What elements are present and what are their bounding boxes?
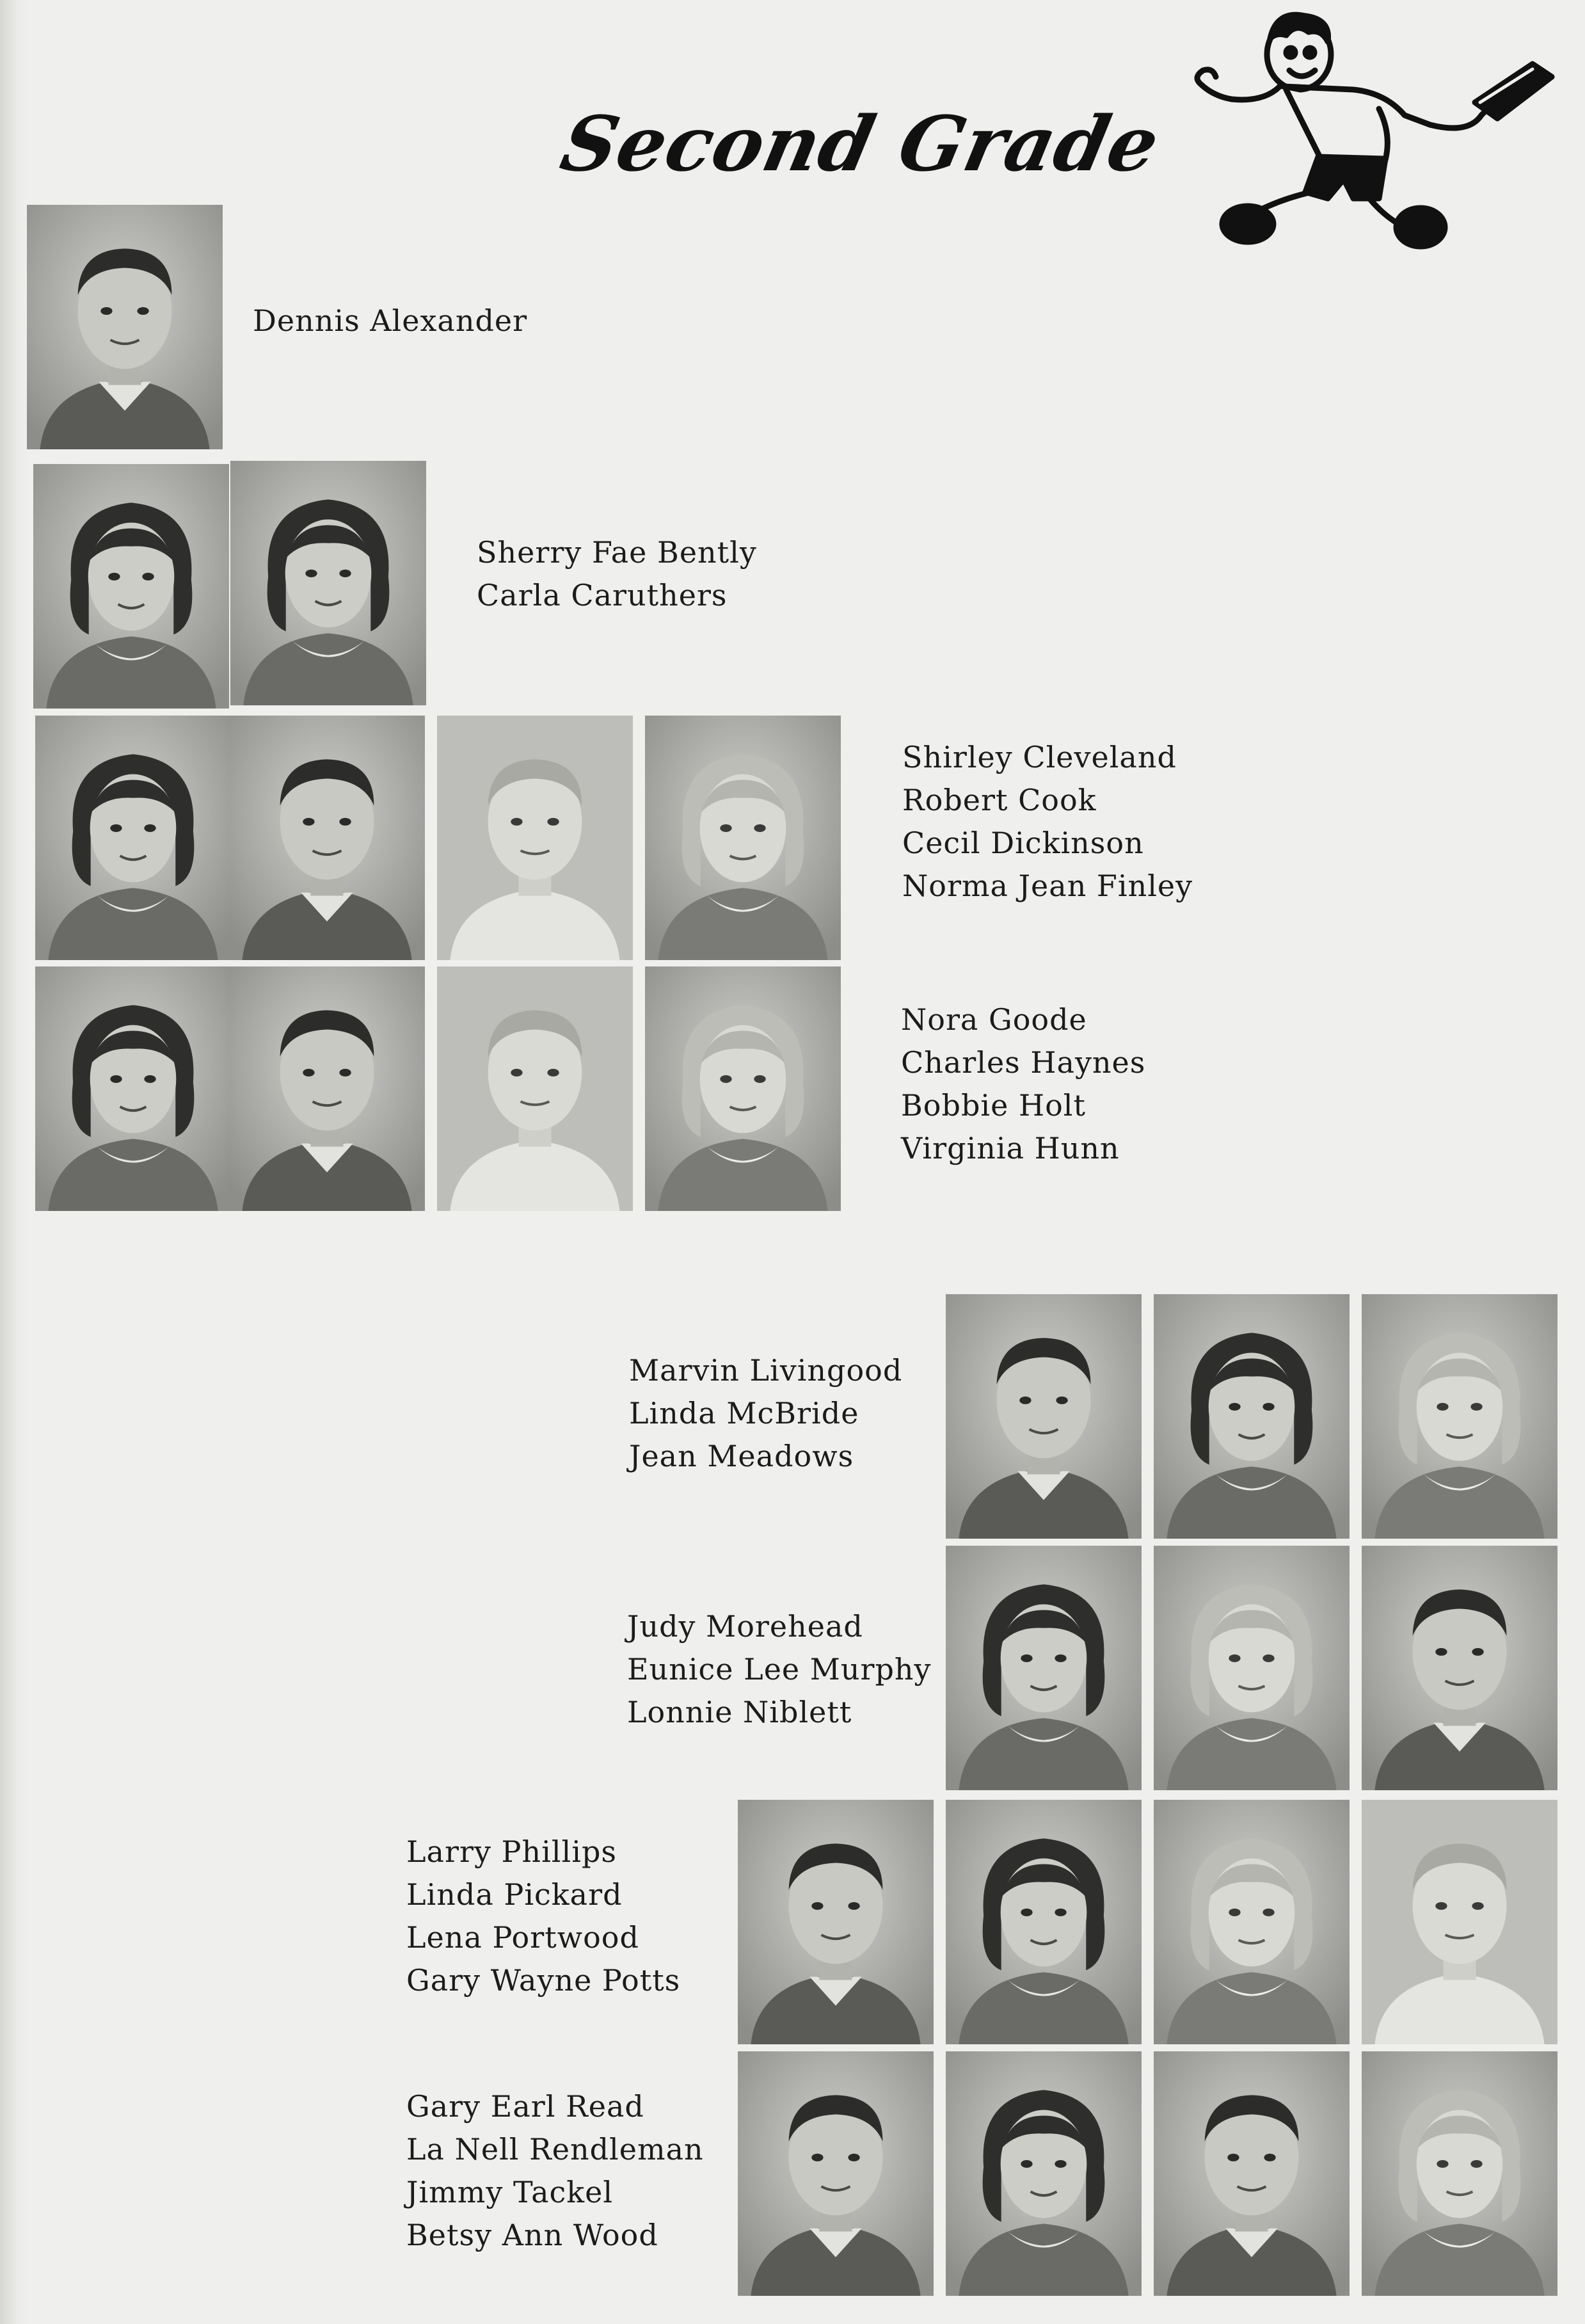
- student-name: Sherry Fae Bently: [477, 535, 757, 570]
- student-portrait: [946, 1294, 1142, 1539]
- student-portrait: [946, 1546, 1142, 1790]
- student-portrait: [1362, 1294, 1557, 1539]
- student-portrait: [645, 716, 841, 960]
- student-name: Linda Pickard: [406, 1877, 623, 1912]
- student-portrait: [35, 716, 231, 960]
- student-portrait: [1362, 2051, 1557, 2296]
- student-name: Dennis Alexander: [253, 303, 528, 338]
- student-name: Cecil Dickinson: [902, 826, 1144, 860]
- student-name: Shirley Cleveland: [902, 740, 1177, 774]
- student-portrait: [229, 716, 425, 960]
- student-portrait: [27, 205, 223, 449]
- student-name: Gary Earl Read: [406, 2089, 644, 2124]
- name-list-row-4: [901, 998, 1145, 1170]
- page-title: Second Grade: [554, 99, 1168, 188]
- student-name: Lena Portwood: [406, 1920, 639, 1955]
- student-name: Jimmy Tackel: [406, 2175, 614, 2209]
- student-portrait: [437, 716, 633, 960]
- student-name: Bobbie Holt: [901, 1088, 1086, 1123]
- student-portrait: [35, 966, 231, 1211]
- student-name: Nora Goode: [901, 1002, 1087, 1037]
- name-list-row-6: [627, 1605, 932, 1734]
- name-list-row-3: [902, 736, 1193, 908]
- name-list-row-2: [477, 531, 757, 617]
- student-portrait: [738, 1800, 934, 2044]
- student-portrait: [437, 966, 633, 1211]
- name-list-row-8: [406, 2085, 704, 2257]
- student-name: Virginia Hunn: [901, 1131, 1120, 1166]
- student-name: Norma Jean Finley: [902, 869, 1193, 903]
- student-name: Larry Phillips: [406, 1834, 617, 1869]
- student-name: Robert Cook: [902, 783, 1097, 817]
- student-portrait: [230, 461, 426, 705]
- name-list-row-5: [629, 1349, 902, 1478]
- student-name: Carla Caruthers: [477, 578, 728, 613]
- student-portrait: [946, 2051, 1142, 2296]
- student-name: Charles Haynes: [901, 1045, 1146, 1080]
- student-name: Gary Wayne Potts: [406, 1963, 681, 1998]
- student-name: Judy Morehead: [627, 1609, 863, 1644]
- student-name: Betsy Ann Wood: [406, 2218, 658, 2252]
- student-portrait: [1154, 1546, 1350, 1790]
- student-portrait: [1362, 1546, 1557, 1790]
- student-portrait: [1154, 1294, 1350, 1539]
- name-list-row-1: [253, 300, 527, 342]
- student-portrait: [1362, 1800, 1557, 2044]
- student-portrait: [946, 1800, 1142, 2044]
- student-name: Marvin Livingood: [629, 1353, 903, 1388]
- student-name: Linda McBride: [629, 1396, 859, 1430]
- student-name: La Nell Rendleman: [406, 2132, 704, 2167]
- student-portrait: [229, 966, 425, 1211]
- student-portrait: [738, 2051, 934, 2296]
- student-name: Jean Meadows: [629, 1439, 854, 1473]
- student-portrait: [1154, 2051, 1350, 2296]
- running-boy-with-book-icon: [1174, 6, 1558, 275]
- student-portrait: [1154, 1800, 1350, 2044]
- student-portrait: [33, 464, 229, 709]
- student-name: Eunice Lee Murphy: [627, 1652, 932, 1687]
- page-gutter-shadow: [0, 0, 27, 2324]
- student-name: Lonnie Niblett: [627, 1695, 852, 1729]
- name-list-row-7: [406, 1831, 680, 2002]
- student-portrait: [645, 966, 841, 1211]
